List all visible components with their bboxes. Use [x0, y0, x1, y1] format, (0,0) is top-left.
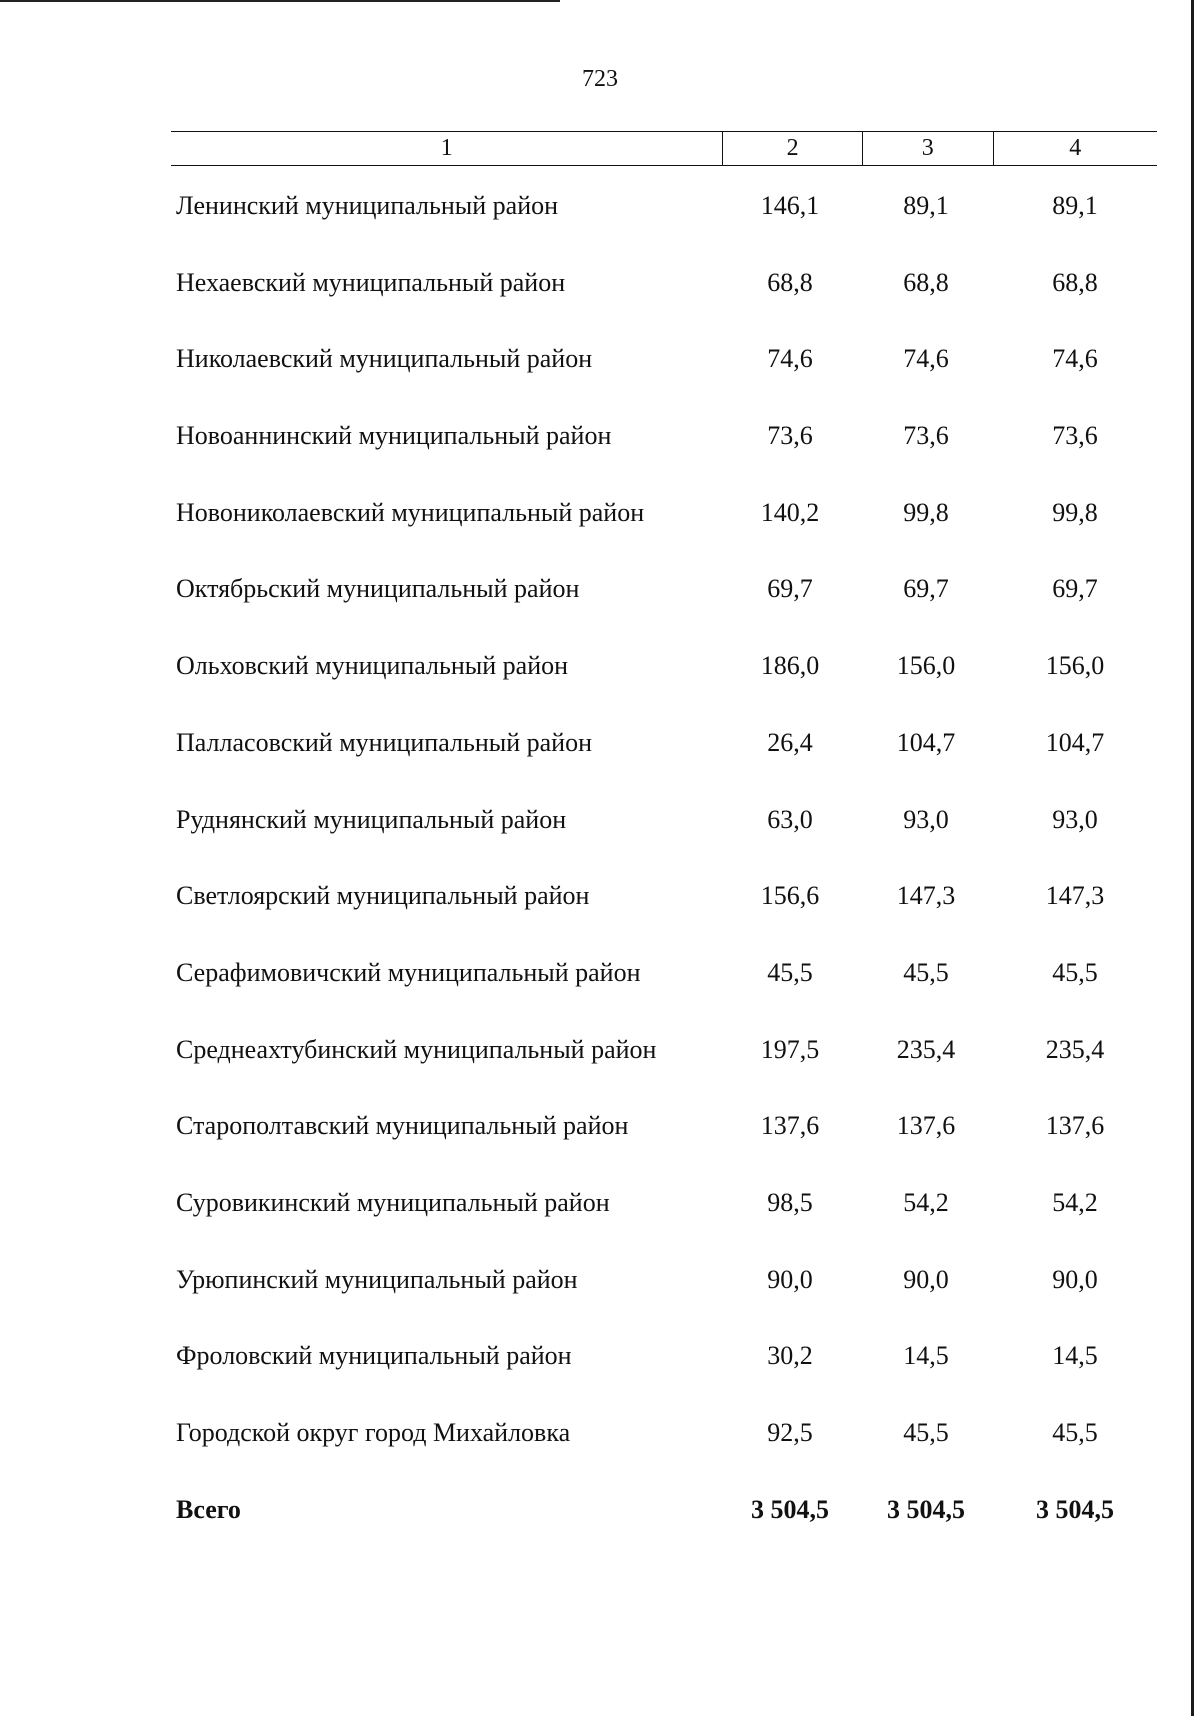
- row-value-col2: 63,0: [767, 804, 813, 834]
- total-label: Всего: [176, 1494, 241, 1524]
- row-value-col3: 137,6: [896, 1111, 956, 1141]
- row-value-col4: 89,1: [1052, 191, 1098, 220]
- row-value-col4: 147,3: [1045, 881, 1105, 911]
- row-value-col3: 104,7: [896, 727, 956, 757]
- row-value-col2: 156,6: [760, 881, 820, 911]
- table-row: [0, 875, 1200, 952]
- row-value-col3: 45,5: [903, 1418, 949, 1447]
- row-value-col3: 68,8: [903, 267, 949, 297]
- row-name: Палласовский муниципальный район: [176, 727, 592, 757]
- row-value-col4: 137,6: [1045, 1111, 1105, 1141]
- row-name: Новониколаевский муниципальный район: [176, 497, 645, 527]
- row-value-col3: 14,5: [903, 1341, 949, 1371]
- row-value-col2: 73,6: [767, 421, 813, 451]
- row-value-col2: 146,1: [760, 191, 820, 220]
- row-value-col2: 68,8: [767, 267, 813, 297]
- total-value-col2: 3 504,5: [751, 1494, 829, 1524]
- row-value-col3: 73,6: [903, 421, 949, 451]
- row-name: Руднянский муниципальный район: [176, 804, 567, 834]
- table-row: [0, 492, 1200, 569]
- table-row: [0, 645, 1200, 722]
- table-row: [0, 799, 1200, 876]
- row-value-col2: 74,6: [767, 344, 813, 374]
- row-value-col4: 99,8: [1052, 497, 1098, 527]
- row-value-col4: 90,0: [1052, 1264, 1098, 1294]
- row-value-col2: 197,5: [760, 1034, 820, 1064]
- row-name: Николаевский муниципальный район: [176, 344, 593, 374]
- row-value-col2: 98,5: [767, 1187, 813, 1217]
- table-header: [171, 131, 1157, 166]
- table-row: [0, 1259, 1200, 1336]
- table-row: [0, 952, 1200, 1029]
- row-value-col4: 68,8: [1052, 267, 1098, 297]
- row-name: Старополтавский муниципальный район: [176, 1111, 629, 1141]
- row-value-col3: 99,8: [903, 497, 949, 527]
- row-value-col4: 74,6: [1052, 344, 1098, 374]
- row-name: Среднеахтубинский муниципальный район: [176, 1034, 657, 1064]
- row-value-col4: 54,2: [1052, 1187, 1098, 1217]
- row-value-col4: 235,4: [1045, 1034, 1105, 1064]
- row-name: Нехаевский муниципальный район: [176, 267, 566, 297]
- total-value-col4: 3 504,5: [1036, 1494, 1114, 1524]
- row-value-col4: 93,0: [1052, 804, 1098, 834]
- row-name: Урюпинский муниципальный район: [176, 1264, 578, 1294]
- row-value-col2: 26,4: [767, 727, 813, 757]
- row-value-col4: 104,7: [1045, 727, 1105, 757]
- row-value-col3: 235,4: [896, 1034, 956, 1064]
- row-value-col4: 45,5: [1052, 1418, 1098, 1447]
- table-row: [0, 568, 1200, 645]
- table-row: [0, 338, 1200, 415]
- row-value-col2: 90,0: [767, 1264, 813, 1294]
- table-row: [0, 1182, 1200, 1259]
- column-header-1: 1: [171, 132, 723, 165]
- row-value-col3: 156,0: [896, 651, 956, 681]
- row-value-col3: 69,7: [903, 574, 949, 604]
- table-row: [0, 1335, 1200, 1412]
- row-value-col4: 14,5: [1052, 1341, 1098, 1371]
- row-value-col2: 30,2: [767, 1341, 813, 1371]
- row-value-col3: 74,6: [903, 344, 949, 374]
- row-name: Серафимовичский муниципальный район: [176, 957, 641, 987]
- row-value-col2: 45,5: [767, 957, 813, 987]
- row-name: Городской округ город Михайловка: [176, 1418, 571, 1447]
- row-value-col2: 137,6: [760, 1111, 820, 1141]
- row-value-col4: 45,5: [1052, 957, 1098, 987]
- row-value-col4: 156,0: [1045, 651, 1105, 681]
- row-value-col2: 69,7: [767, 574, 813, 604]
- row-value-col3: 147,3: [896, 881, 956, 911]
- row-value-col3: 90,0: [903, 1264, 949, 1294]
- row-name: Новоаннинский муниципальный район: [176, 421, 612, 451]
- row-name: Светлоярский муниципальный район: [176, 881, 590, 911]
- row-name: Фроловский муниципальный район: [176, 1341, 572, 1371]
- row-value-col3: 89,1: [903, 191, 949, 220]
- table-row: [0, 185, 1200, 262]
- row-value-col2: 92,5: [767, 1418, 813, 1447]
- row-name: Суровикинский муниципальный район: [176, 1187, 610, 1217]
- table-body: [0, 185, 1200, 1565]
- row-name: Октябрьский муниципальный район: [176, 574, 580, 604]
- column-header-3: 3: [863, 132, 994, 165]
- row-value-col2: 140,2: [760, 497, 820, 527]
- table-row: [0, 722, 1200, 799]
- row-value-col3: 54,2: [903, 1187, 949, 1217]
- table-row: [0, 1412, 1200, 1489]
- total-row: [0, 1489, 1200, 1566]
- table-row: [0, 1105, 1200, 1182]
- row-value-col3: 93,0: [903, 804, 949, 834]
- column-header-4: 4: [1069, 135, 1082, 161]
- row-value-col4: 73,6: [1052, 421, 1098, 451]
- scan-edge-top: [0, 0, 560, 2]
- row-value-col3: 45,5: [903, 957, 949, 987]
- total-value-col3: 3 504,5: [887, 1494, 965, 1524]
- row-value-col4: 69,7: [1052, 574, 1098, 604]
- row-value-col2: 186,0: [760, 651, 820, 681]
- table-row: [0, 262, 1200, 339]
- row-name: Ольховский муниципальный район: [176, 651, 569, 681]
- table-row: [0, 1029, 1200, 1106]
- column-header-2: 2: [723, 132, 863, 165]
- table-row: [0, 415, 1200, 492]
- page-number: 723: [582, 66, 618, 92]
- row-name: Ленинский муниципальный район: [176, 191, 559, 220]
